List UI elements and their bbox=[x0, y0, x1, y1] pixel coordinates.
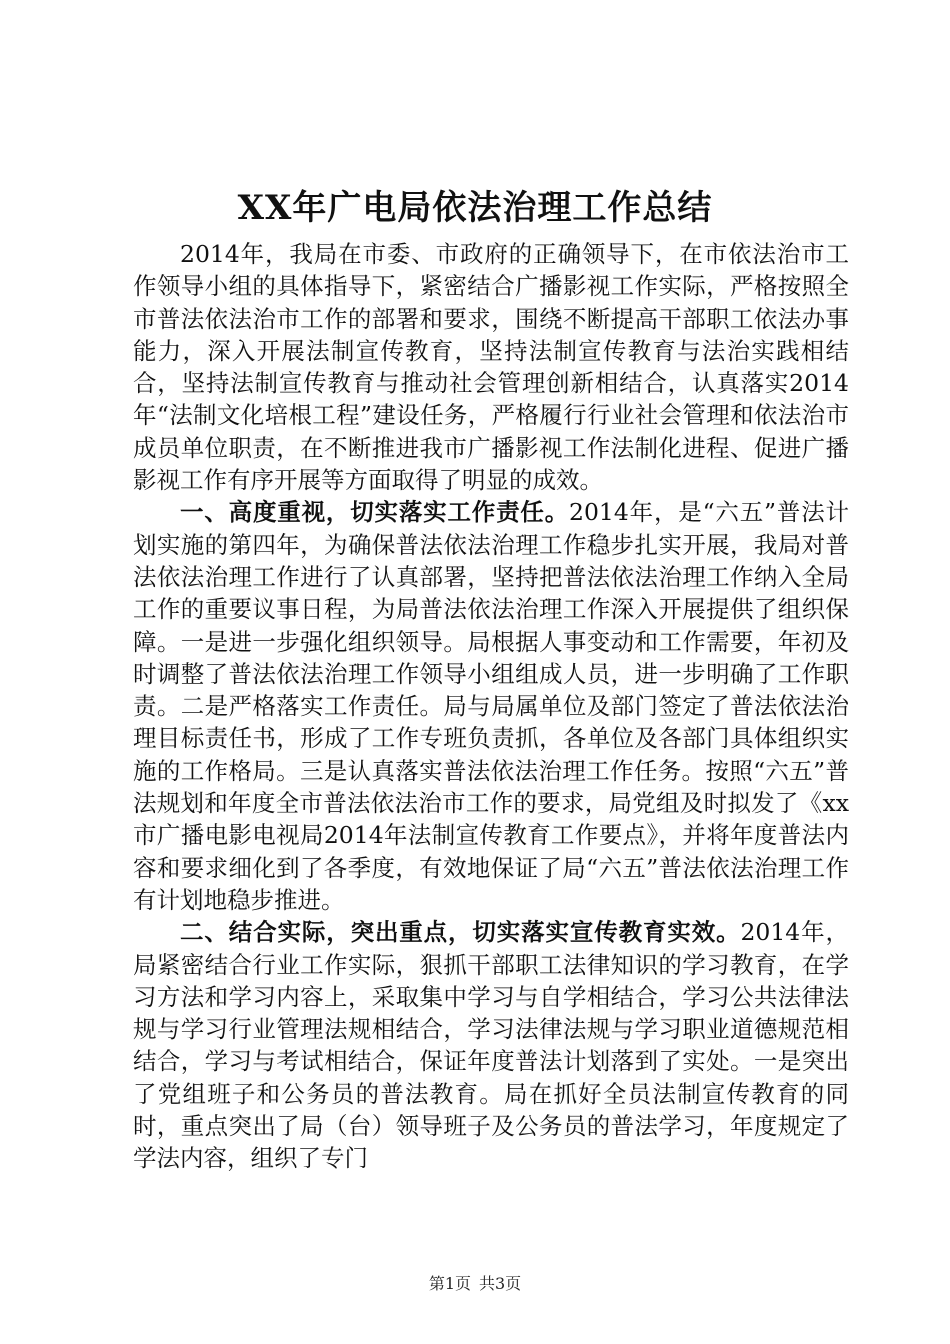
section-two-paragraph bbox=[133, 916, 849, 1174]
document-body bbox=[133, 238, 849, 1175]
paragraph-text: 2014年，我局在市委、市政府的正确领导下，在市依法治市工作领导小组的具体指导下，紧密结合广播影视工作实际，严格按照全市普法依法治市工作的部署和要求，围绕不断提高干部职工依法办事能力，深入开展法制宣传教育，坚持法制宣传教育与法治实践相结合，坚持法制宣传教育与推动社会管理创新相结合，认真落实2014年“法制文化培根工程”建设任务，严格履行行业社会管理和依法治市成员单位职责，在不断推进我市广播影视工作法制化进程、促进广播影视工作有序开展等方面取得了明显的成效。 bbox=[133, 240, 849, 495]
paragraph-text: 2014年，局紧密结合行业工作实际，狠抓干部职工法律知识的学习教育，在学习方法和学习内容上，采取集中学习与自学相结合，学习公共法律法规与学习行业管理法规相结合，学习法律法规与学习职业道德规范相结合，学习与考试相结合，保证年度普法计划落到了实处。一是突出了党组班子和公务员的普法教育。局在抓好全员法制宣传教育的同时，重点突出了局（台）领导班子及公务员的普法学习，年度规定了学法内容，组织了专门 bbox=[133, 918, 849, 1173]
document-title: XX年广电局依法治理工作总结 bbox=[237, 188, 713, 228]
intro-paragraph bbox=[133, 238, 849, 496]
page-total: 共3页 bbox=[479, 1274, 522, 1293]
page-footer bbox=[0, 1273, 950, 1295]
section-heading: 二、结合实际，突出重点，切实落实宣传教育实效。 bbox=[180, 918, 741, 947]
section-heading: 一、高度重视，切实落实工作责任。 bbox=[180, 498, 570, 527]
page-number: 第1页 bbox=[428, 1274, 471, 1293]
section-one-paragraph bbox=[133, 496, 849, 916]
paragraph-text: 2014年，是“六五”普法计划实施的第四年，为确保普法依法治理工作稳步扎实开展，我局对普法依法治理工作进行了认真部署，坚持把普法依法治理工作纳入全局工作的重要议事日程，为局普法依法治理工作深入开展提供了组织保障。一是进一步强化组织领导。局根据人事变动和工作需要，年初及时调整了普法依法治理工作领导小组组成人员，进一步明确了工作职责。二是严格落实工作责任。局与局属单位及部门签定了普法依法治理目标责任书，形成了工作专班负责抓，各单位及各部门具体组织实施的工作格局。三是认真落实普法依法治理工作任务。按照“六五”普法规划和年度全市普法依法治市工作的要求，局党组及时拟发了《xx市广播电影电视局2014年法制宣传教育工作要点》，并将年度普法内容和要求细化到了各季度，有效地保证了局“六五”普法依法治理工作有计划地稳步推进。 bbox=[133, 498, 850, 914]
